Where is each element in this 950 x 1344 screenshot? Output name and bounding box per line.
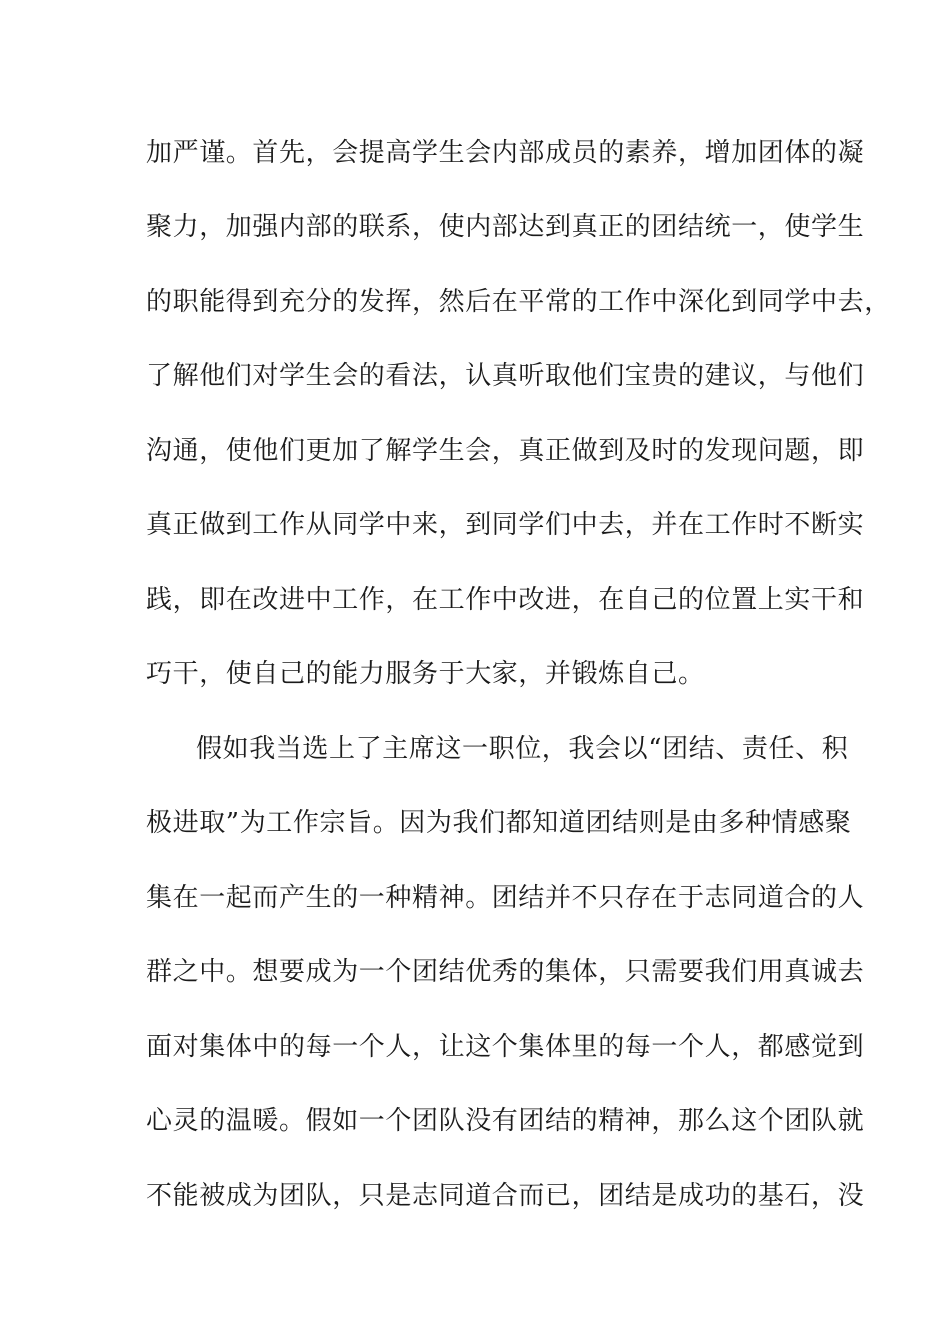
text-line: 了解他们对学生会的看法，认真听取他们宝贵的建议，与他们: [146, 361, 865, 391]
text-line: 面对集体中的每一个人，让这个集体里的每一个人，都感觉到: [146, 1032, 865, 1062]
text-line: 真正做到工作从同学中来，到同学们中去，并在工作时不断实: [146, 510, 865, 540]
text-line: 不能被成为团队，只是志同道合而已，团结是成功的基石，没: [146, 1181, 865, 1211]
text-line: 极进取”为工作宗旨。因为我们都知道团结则是由多种情感聚: [146, 808, 852, 838]
paragraph-first-line: 假如我当选上了主席这一职位，我会以“团结、责任、积: [196, 734, 849, 764]
text-line: 的职能得到充分的发挥，然后在平常的工作中深化到同学中去，: [146, 287, 891, 317]
text-line: 心灵的温暖。假如一个团队没有团结的精神，那么这个团队就: [146, 1106, 865, 1136]
text-line: 群之中。想要成为一个团结优秀的集体，只需要我们用真诚去: [146, 957, 865, 987]
text-line: 巧干，使自己的能力服务于大家，并锻炼自己。: [146, 659, 705, 689]
text-line: 集在一起而产生的一种精神。团结并不只存在于志同道合的人: [146, 883, 865, 913]
text-line: 沟通，使他们更加了解学生会，真正做到及时的发现问题，即: [146, 436, 865, 466]
text-line: 聚力，加强内部的联系，使内部达到真正的团结统一，使学生: [146, 212, 865, 242]
text-line: 加严谨。首先，会提高学生会内部成员的素养，增加团体的凝: [146, 138, 865, 168]
text-line: 践，即在改进中工作，在工作中改进，在自己的位置上实干和: [146, 585, 865, 615]
